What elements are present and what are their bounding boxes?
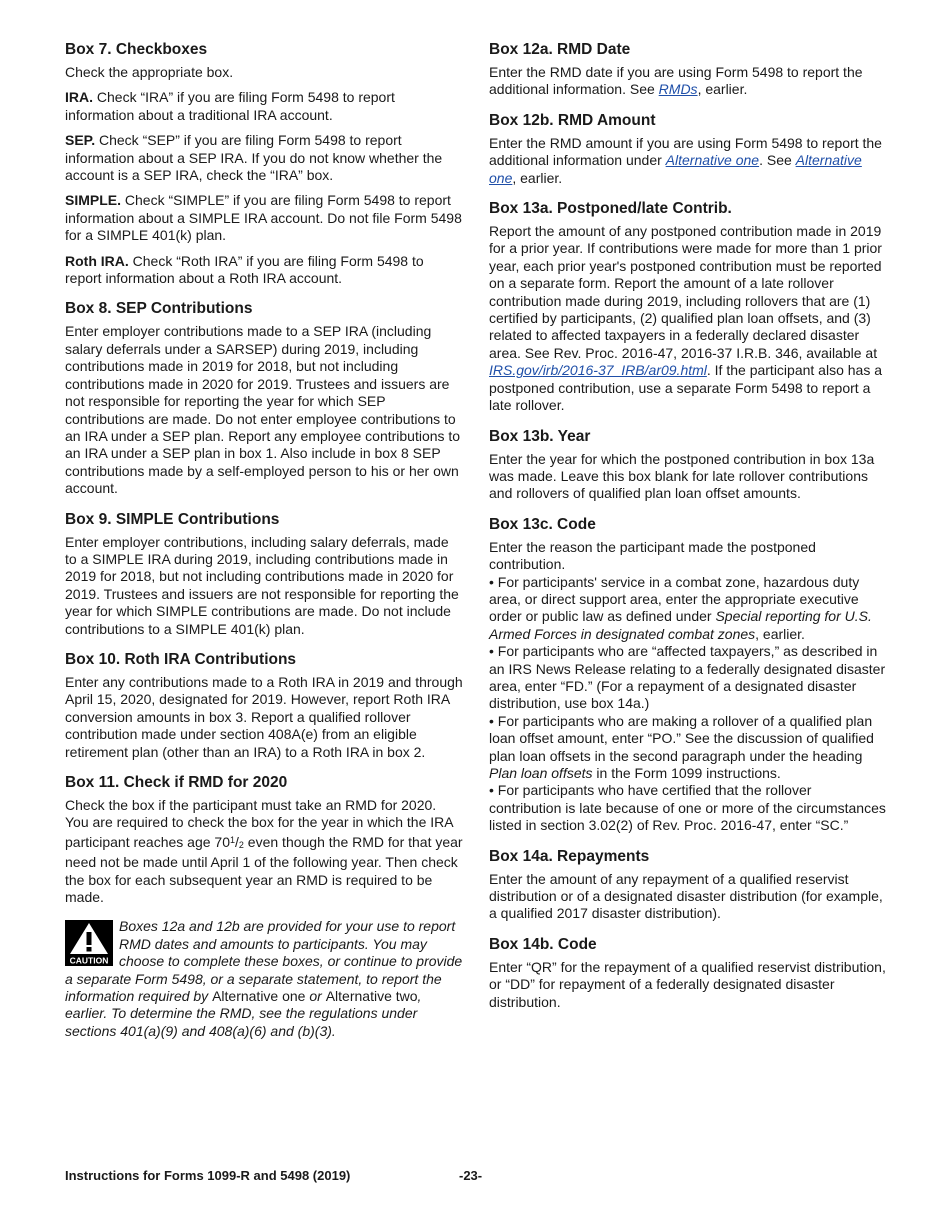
simple-lead: SIMPLE. [65,192,122,209]
caution-alt-two: Alternative two [325,988,418,1005]
ira-lead: IRA. [65,89,93,106]
box8-section [65,299,463,497]
box9-text: Enter employer contributions, including salary deferrals, made to a SIMPLE IRA during 2019, including contributions made in 2019 for 2018, but not including contributions made in 2020 for 2019. Trustees and issuers are not responsible for reporting the year for which SIMPLE contributions are made. Do not include contributions to a SIMPLE 401(k) plan. [65,533,459,637]
box13b-heading: Box 13b. Year [489,427,591,445]
box11-text: Check the box if the participant must take an RMD for 2020. You are required to check the box for the year in which the IRA participant reaches age $70^1/_2$ even though the RMD for that year need not be made until April 1 of the following year. Then check the box for each subsequent year an RMD is required to be made. [65,797,463,906]
box12a-text-b: , earlier. [697,81,748,98]
list-item [489,574,887,644]
box13a-text-a: Report the amount of any postponed contribution made in 2019 for a prior year. If contributions were made for more than 1 prior year, each prior year's postponed contribution must be reported on a separate form. Report the amount of a late rollover contribution made during 2019, including rollovers that are (1) certified by participants, (2) qualified plan loan offsets, and (3) related to affected taxpayers in a federally declared disaster area. See Rev. Proc. 2016-47, 2016-37 I.R.B. 346, available at [489,223,882,361]
box9-heading: Box 9. SIMPLE Contributions [65,510,280,528]
caution-text [65,918,463,1040]
bullet2-text: For participants who are “affected taxpayers,” as described in an IRS News Release relating to a federally designated disaster area, enter “FD.” (For a repayment of a designated disaster distribution, use box 14a.) [489,643,886,712]
left-column [65,40,463,1052]
fraction-numerator: 1 [230,834,236,845]
box7-roth [65,253,463,288]
roth-lead: Roth IRA. [65,252,129,269]
alternative-one-link-2[interactable]: Alternative one [489,152,862,186]
box7-section [65,40,463,287]
bullet1-text-a: For participants' service in a combat zone, hazardous duty area, or direct support area, enter the appropriate executive order or public law as defined under [489,573,860,625]
box7-sep [65,132,463,184]
page-number: -23- [459,1168,483,1183]
box12b-text [489,135,887,187]
bullet-dot: • [489,573,494,590]
box7-ira [65,89,463,124]
box13a-section [489,199,887,414]
list-item [489,643,887,713]
box8-heading: Box 8. SEP Contributions [65,300,253,318]
box12a-section [489,40,887,99]
caution-block [65,918,463,1040]
sep-lead: SEP. [65,132,96,149]
box13b-section [489,427,887,503]
box12b-section [489,111,887,187]
bullet3-text-a: For participants who are making a rollover of a qualified plan loan offset amount, enter “PO.” See the discussion of qualified plan loan offsets in the second paragraph under the heading [489,712,874,764]
box10-heading: Box 10. Roth IRA Contributions [65,650,297,668]
box11-section [65,773,463,906]
bullet3-italic: Plan loan offsets [489,765,593,781]
box13a-text [489,223,887,414]
right-column [489,40,887,1023]
box14a-text: Enter the amount of any repayment of a qualified reservist distribution or of a designated disaster distribution (for example, a qualified 2017 disaster distribution). [489,870,883,922]
box7-intro: Check the appropriate box. [65,64,234,80]
caution-icon [65,920,113,966]
caution-or: or [305,988,326,1005]
box12b-text-c: , earlier. [512,169,563,186]
box12b-text-b: . See [759,152,796,169]
box14a-section [489,847,887,923]
box12b-text-a: Enter the RMD amount if you are using Form 5498 to report the additional information under [489,134,882,169]
list-item [489,782,887,834]
sep-text: Check “SEP” if you are filing Form 5498 to report information about a SEP IRA. If you do not know whether the account is a SEP IRA, check the “IRA” box. [65,132,443,184]
fraction-denominator: 2 [238,839,244,850]
caution-icon-label: CAUTION [69,955,109,966]
box11-text-b: even though the RMD for that year need not be made until April 1 of the following year. Then check the box for each subsequent year an RMD is required to be made. [65,833,463,906]
simple-text: Check “SIMPLE” if you are filing Form 5498 to report information about a SIMPLE IRA account. Do not file Form 5498 for a SIMPLE 401(k) plan. [65,192,462,244]
bullet3-text-b: in the Form 1099 instructions. [592,765,781,781]
irb-link[interactable]: IRS.gov/irb/2016-37_IRB/ar09.html [489,362,707,379]
caution-alt-one: Alternative one [212,988,306,1005]
box12a-text [489,64,887,99]
box10-text: Enter any contributions made to a Roth IRA in 2019 and through April 15, 2020, designated for 2019. However, report Roth IRA conversion amounts in box 3. Report a qualified rollover contribution made under section 408A(e) from an eligible retirement plan (other than an IRA) to a Roth IRA in box 2. [65,673,463,760]
box13c-heading: Box 13c. Code [489,515,596,533]
bullet-dot: • [489,643,494,660]
roth-text: Check “Roth IRA” if you are filing Form 5498 to report information about a Roth IRA account. [65,252,424,287]
bullet4-text: For participants who have certified that the rollover contribution is late because of one or more of the circumstances listed in section 3.02(2) of Rev. Proc. 2016-47, enter “SC.” [489,782,886,834]
box12a-text-a: Enter the RMD date if you are using Form 5498 to report the additional information. See [489,64,863,98]
box13b-text: Enter the year for which the postponed contribution in box 13a was made. Leave this box blank for late rollover contributions and rollovers of qualified plan loan offset amounts. [489,450,875,502]
footer-title: Instructions for Forms 1099-R and 5498 (2019) [65,1168,351,1183]
box12a-heading: Box 12a. RMD Date [489,41,631,58]
box14b-section [489,935,887,1011]
box11-text-a: Check the box if the participant must take an RMD for 2020. You are required to check the box for the year in which the IRA participant reaches age 70 [65,797,453,850]
box9-section [65,510,463,638]
box13c-intro: Enter the reason the participant made the postponed contribution. [489,538,816,573]
box13a-text-b: . If the participant also has a postponed contribution, use a separate Form 5498 to report a late rollover. [489,362,882,414]
box13a-heading: Box 13a. Postponed/late Contrib. [489,200,732,218]
box14b-heading: Box 14b. Code [489,935,597,953]
box11-heading: Box 11. Check if RMD for 2020 [65,774,288,791]
ira-text: Check “IRA” if you are filing Form 5498 to report information about a traditional IRA account. [65,89,395,123]
box10-section [65,650,463,761]
box14b-text: Enter “QR” for the repayment of a qualified reservist distribution, or “DD” for repayment of a federally designated disaster distribution. [489,958,886,1010]
box8-text: Enter employer contributions made to a SEP IRA (including salary deferrals under a SARSEP) during 2019, including contributions made in 2019 for 2018, but not including contributions made in 2020 for 2019. Trustees and issuers are not responsible for reporting the year for which SEP contributions are made. Do not enter employee contributions to an IRA under a SEP plan. Report any employee contributions to an IRA under a SEP plan in box 1. Also include in box 8 SEP contributions made by a self-employed person to his or her own account. [65,323,461,497]
caution-text-b: , earlier. To determine the RMD, see the regulations under sections 401(a)(9) and 408(a)(6) and (b)(3). [65,988,422,1039]
bullet1-italic: Special reporting for U.S. Armed Forces in designated combat zones [489,608,872,642]
bullet-dot: • [489,782,494,799]
caution-text-a: Boxes 12a and 12b are provided for your use to report RMD dates and amounts to participants. You may choose to complete these boxes, or continue to provide a separate Form 5498, or a separate statement, to report the information required by [65,918,463,1005]
box7-heading: Box 7. Checkboxes [65,41,208,58]
alternative-one-link[interactable]: Alternative one [665,152,760,169]
box14a-heading: Box 14a. Repayments [489,847,650,865]
box13c-section [489,515,887,835]
rmds-link[interactable]: RMDs [658,81,698,98]
bullet-dot: • [489,712,494,729]
list-item [489,713,887,783]
bullet1-text-b: , earlier. [755,625,805,642]
box12b-heading: Box 12b. RMD Amount [489,111,656,129]
box7-simple [65,192,463,244]
